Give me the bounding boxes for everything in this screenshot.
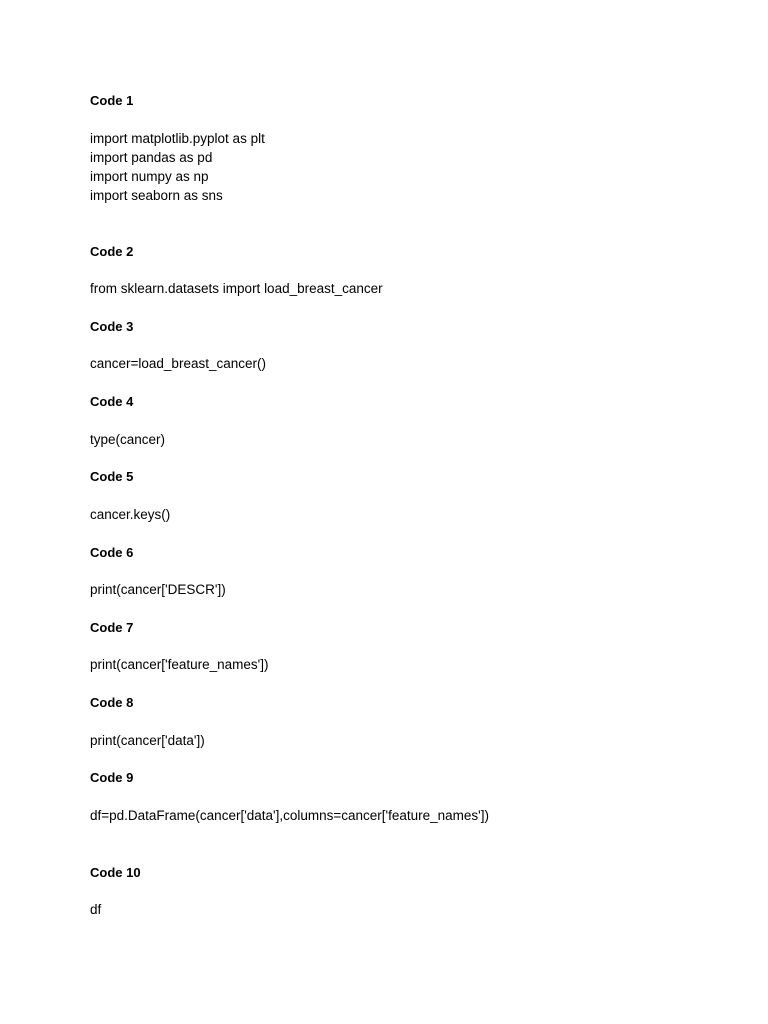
code-line: type(cancer): [90, 432, 166, 447]
code-block-9: [90, 806, 489, 825]
code-block-4: [90, 430, 165, 449]
code-line: print(cancer['data']): [90, 733, 205, 748]
section-heading-7: Code 7: [90, 620, 134, 635]
section-heading-2: Code 2: [90, 244, 134, 259]
code-line: import numpy as np: [90, 169, 209, 184]
code-block-3: [90, 354, 266, 373]
code-block-5: [90, 505, 170, 524]
section-heading-1: Code 1: [90, 93, 134, 108]
code-line: df=pd.DataFrame(cancer['data'],columns=cancer['feature_names']): [90, 808, 490, 823]
code-block-10: [90, 900, 101, 919]
code-line: import seaborn as sns: [90, 188, 223, 203]
section-heading-5: Code 5: [90, 469, 134, 484]
section-heading-9: Code 9: [90, 770, 134, 785]
section-heading-6: Code 6: [90, 545, 134, 560]
code-block-6: [90, 580, 226, 599]
section-heading-8: Code 8: [90, 695, 134, 710]
code-line: print(cancer['feature_names']): [90, 657, 269, 672]
code-block-8: [90, 731, 205, 750]
code-line: print(cancer['DESCR']): [90, 582, 226, 597]
section-heading-4: Code 4: [90, 394, 134, 409]
section-heading-10: Code 10: [90, 865, 141, 880]
code-line: import matplotlib.pyplot as plt: [90, 131, 265, 146]
code-line: import pandas as pd: [90, 150, 213, 165]
code-line: cancer=load_breast_cancer(): [90, 356, 266, 371]
code-line: cancer.keys(): [90, 507, 171, 522]
section-heading-3: Code 3: [90, 319, 134, 334]
code-block-7: [90, 655, 269, 674]
code-block-1: [90, 129, 265, 205]
code-line: from sklearn.datasets import load_breast_cancer: [90, 281, 383, 296]
code-block-2: [90, 279, 383, 298]
code-line: df: [90, 902, 102, 917]
